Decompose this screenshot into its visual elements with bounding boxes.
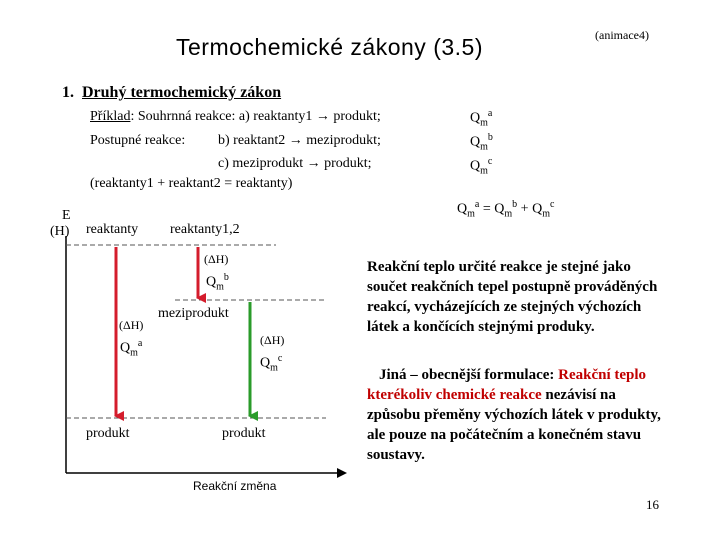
heat-b: $Q_m^b$ (470, 132, 493, 153)
sum-note: (reaktanty1 + reaktant2 = reaktanty) (90, 176, 293, 191)
reactants12-label: reaktanty1,2 (170, 222, 240, 237)
general-lead: Jiná – obecnější formulace: (379, 367, 559, 383)
reactants-label: reaktanty (86, 222, 139, 237)
axis-h-label: (H) (50, 224, 70, 239)
stepwise-label: Postupné reakce: (90, 133, 186, 148)
section-title: Druhý termochemický zákon (82, 84, 282, 101)
product-right-label: produkt (222, 426, 266, 441)
section-number: 1. (62, 84, 74, 101)
example-label: Příklad (90, 109, 131, 124)
page-title: Termochemické zákony (3.5) (176, 34, 483, 60)
heat-a: $Q_m^a$ (470, 108, 493, 129)
heat-c: $Q_m^c$ (470, 156, 493, 177)
dh-a-label: (ΔH) (119, 318, 144, 332)
qm-b-label: $Q_m^b$ (206, 272, 229, 293)
hess-law-statement: Reakční teplo určité reakce je stejné jako součet reakčních tepel postupně prováděných reakcí, vycházejících ze stejných výchozích látek a končících stejnými produky. (367, 259, 658, 335)
general-formulation (367, 365, 667, 465)
animation-label: (animace4) (595, 28, 649, 42)
dh-b-label: (ΔH) (204, 252, 229, 266)
overall-prefix: : Souhrnná reakce: a) (130, 109, 254, 124)
general-rest: nezávisí na způsobu přeměny výchozích látek v produkty, ale pouze na počátečním a konečném stavu soustavy. (367, 387, 661, 463)
reaction-b: b) reaktant2 → meziprodukt; (218, 133, 381, 148)
page-number: 16 (646, 497, 659, 512)
reaction-c: c) meziprodukt → produkt; (218, 156, 372, 171)
reaction-a: reaktanty1 → produkt; (253, 109, 381, 124)
qm-c-label: $Q_m^c$ (260, 353, 283, 374)
intermediate-label: meziprodukt (158, 306, 229, 321)
qm-a-label: $Q_m^a$ (120, 338, 143, 359)
dh-c-label: (ΔH) (260, 333, 285, 347)
product-left-label: produkt (86, 426, 130, 441)
axis-e-label: E (62, 208, 71, 223)
hess-equation: $Q_m^a = Q_m^b + Q_m^c$ (457, 199, 555, 220)
general-red-part: Reakční teplo kterékoliv chemické reakce (367, 367, 647, 403)
x-axis-label: Reakční změna (193, 479, 277, 493)
